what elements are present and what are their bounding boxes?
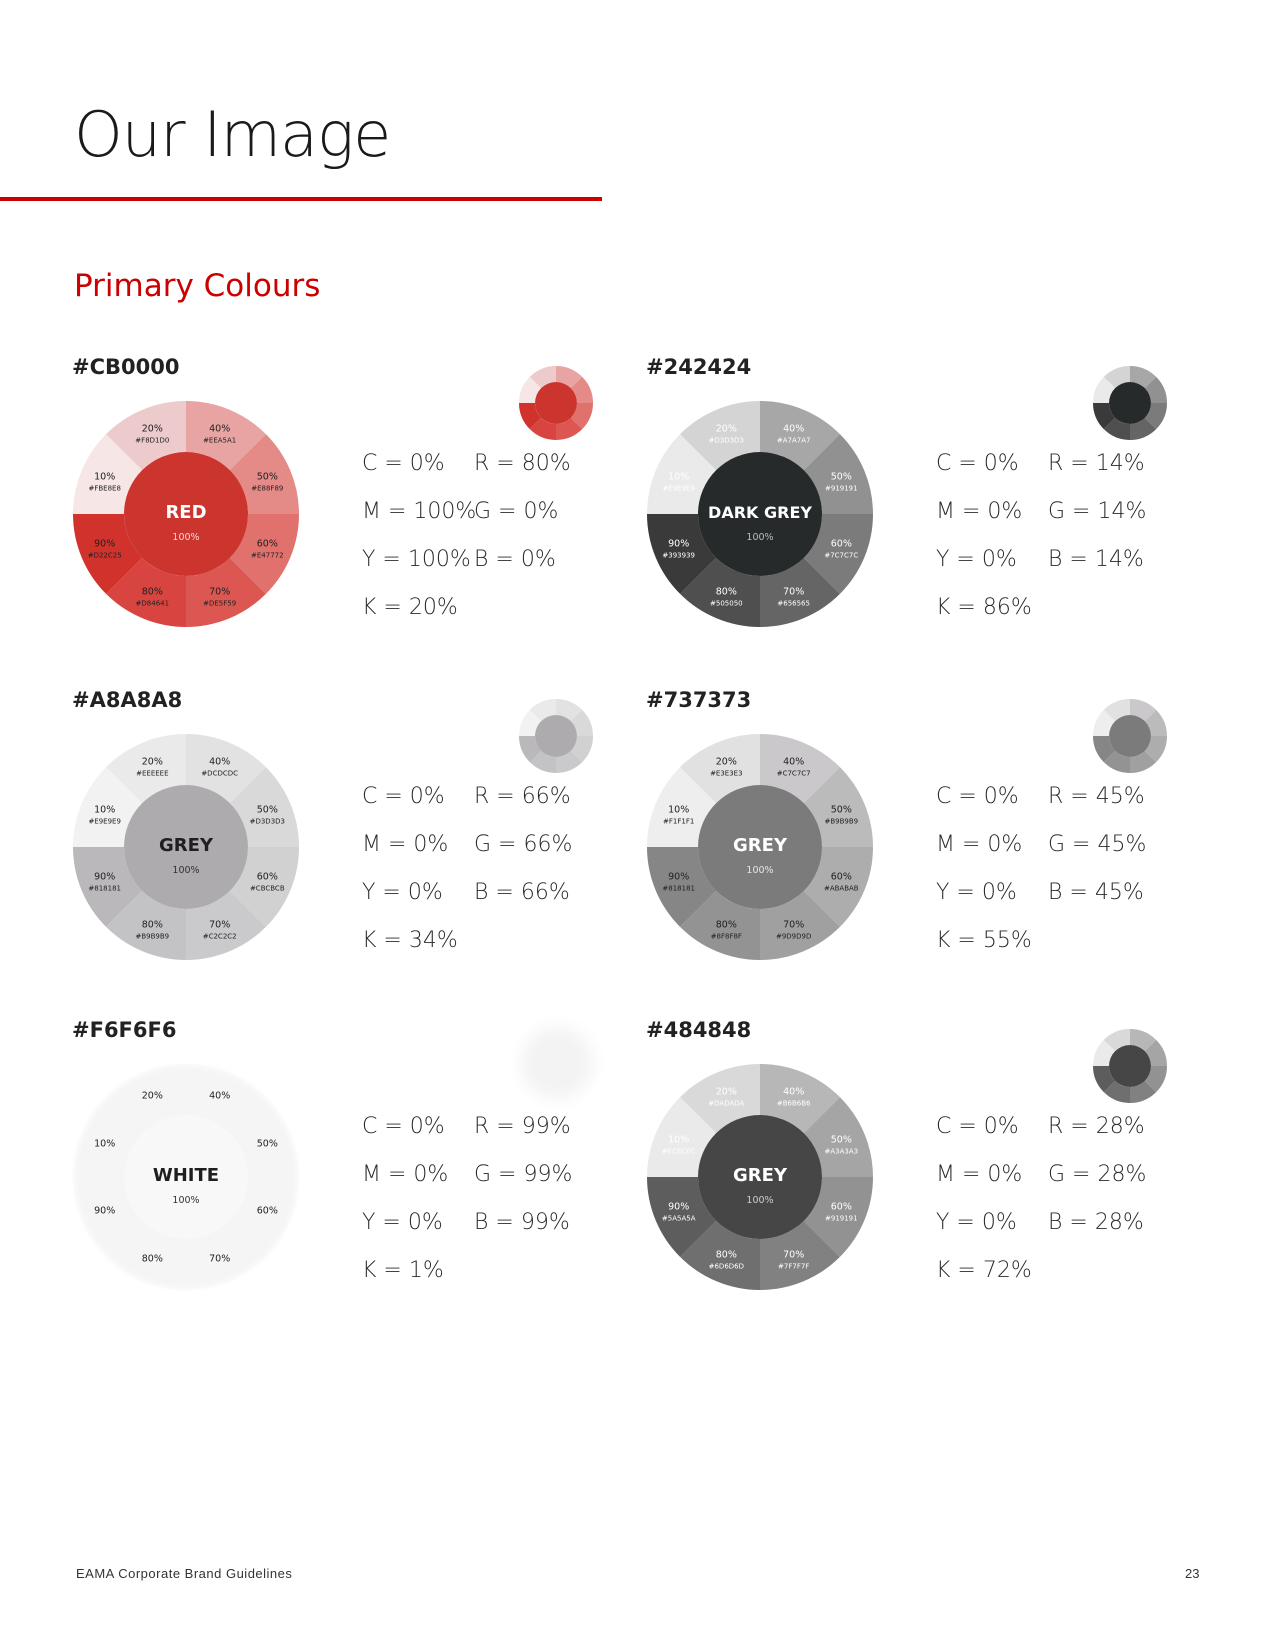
segment-percent-label: 90% bbox=[668, 871, 690, 883]
segment-hex-label: #B9B9B9 bbox=[135, 932, 170, 941]
rgb-value: G = 0% bbox=[474, 499, 559, 524]
segment-percent-label: 70% bbox=[209, 919, 231, 931]
segment-hex-label: #E3E3E3 bbox=[710, 769, 743, 778]
colour-name: GREY bbox=[159, 835, 213, 856]
segment-hex-label: #505050 bbox=[710, 599, 743, 608]
segment-percent-label: 10% bbox=[94, 471, 116, 483]
rgb-value: B = 0% bbox=[474, 547, 556, 572]
segment-hex-label: #ECECEC bbox=[661, 1147, 696, 1156]
cmyk-value: Y = 0% bbox=[362, 1210, 443, 1235]
cmyk-value: M = 0% bbox=[362, 1162, 449, 1187]
colour-swatch bbox=[72, 1018, 662, 1338]
segment-percent-label: 20% bbox=[141, 423, 163, 435]
mini-wheel-center bbox=[1109, 382, 1151, 424]
tint-wheel bbox=[646, 1063, 874, 1291]
segment-hex-label: #C2C2C2 bbox=[202, 932, 237, 941]
footer-document-title: EAMA Corporate Brand Guidelines bbox=[76, 1566, 293, 1581]
segment-hex-label: #6D6D6D bbox=[708, 1262, 745, 1271]
rgb-value: B = 66% bbox=[474, 880, 570, 905]
swatch-hex-code: #484848 bbox=[646, 1018, 752, 1042]
segment-percent-label: 60% bbox=[830, 1201, 852, 1213]
segment-hex-label: #CBCBCB bbox=[249, 884, 285, 893]
colour-values bbox=[362, 1114, 602, 1334]
segment-percent-label: 40% bbox=[209, 1090, 231, 1102]
tint-wheel bbox=[646, 400, 874, 628]
cmyk-value: K = 34% bbox=[362, 928, 458, 953]
segment-percent-label: 10% bbox=[668, 804, 690, 816]
rgb-value: G = 28% bbox=[1048, 1162, 1147, 1187]
center-percent-label: 100% bbox=[172, 865, 200, 876]
cmyk-value: M = 0% bbox=[936, 1162, 1023, 1187]
segment-hex-label: #E9E9E9 bbox=[662, 484, 695, 493]
tint-wheel bbox=[646, 733, 874, 961]
segment-hex-label: #9D9D9D bbox=[775, 932, 812, 941]
segment-percent-label: 40% bbox=[783, 756, 805, 768]
segment-percent-label: 20% bbox=[715, 423, 737, 435]
cmyk-value: K = 72% bbox=[936, 1258, 1032, 1283]
colour-name: RED bbox=[165, 502, 207, 523]
cmyk-value: K = 20% bbox=[362, 595, 458, 620]
segment-hex-label: #7F7F7F bbox=[778, 1262, 810, 1271]
segment-percent-label: 90% bbox=[668, 1201, 690, 1213]
cmyk-value: Y = 0% bbox=[936, 880, 1017, 905]
rgb-value: B = 14% bbox=[1048, 547, 1144, 572]
segment-percent-label: 40% bbox=[209, 423, 231, 435]
cmyk-value: Y = 0% bbox=[936, 1210, 1017, 1235]
rgb-value: R = 99% bbox=[474, 1114, 571, 1139]
segment-hex-label: #E47772 bbox=[251, 551, 284, 560]
swatch-hex-code: #242424 bbox=[646, 355, 752, 379]
segment-percent-label: 20% bbox=[715, 756, 737, 768]
rgb-value: G = 14% bbox=[1048, 499, 1147, 524]
segment-percent-label: 60% bbox=[256, 1205, 278, 1217]
segment-hex-label: #EEEEEE bbox=[136, 769, 169, 778]
swatch-hex-code: #A8A8A8 bbox=[72, 688, 183, 712]
segment-hex-label: #919191 bbox=[825, 484, 858, 493]
center-percent-label: 100% bbox=[746, 1195, 774, 1206]
rgb-value: G = 66% bbox=[474, 832, 573, 857]
mini-tint-wheel bbox=[502, 1008, 612, 1118]
rgb-value: R = 14% bbox=[1048, 451, 1145, 476]
segment-hex-label: #FBE8E8 bbox=[88, 484, 121, 493]
mini-tint-wheel bbox=[1092, 698, 1168, 774]
mini-wheel-center bbox=[535, 715, 577, 757]
rgb-value: R = 28% bbox=[1048, 1114, 1145, 1139]
segment-percent-label: 70% bbox=[783, 919, 805, 931]
cmyk-value: C = 0% bbox=[362, 1114, 445, 1139]
segment-hex-label: #A3A3A3 bbox=[824, 1147, 859, 1156]
segment-percent-label: 80% bbox=[141, 1253, 163, 1265]
colour-name: GREY bbox=[733, 835, 787, 856]
cmyk-value: C = 0% bbox=[936, 451, 1019, 476]
rgb-value: G = 99% bbox=[474, 1162, 573, 1187]
segment-hex-label: #E88F89 bbox=[251, 484, 284, 493]
colour-values bbox=[362, 784, 602, 1004]
segment-percent-label: 50% bbox=[830, 804, 852, 816]
rgb-value: R = 80% bbox=[474, 451, 571, 476]
segment-hex-label: #D84641 bbox=[135, 599, 170, 608]
segment-percent-label: 90% bbox=[94, 1205, 116, 1217]
segment-hex-label: #B6B6B6 bbox=[776, 1099, 811, 1108]
segment-hex-label: #B9B9B9 bbox=[824, 817, 859, 826]
swatch-hex-code: #CB0000 bbox=[72, 355, 180, 379]
rgb-value: R = 66% bbox=[474, 784, 571, 809]
mini-wheel-center bbox=[1109, 715, 1151, 757]
cmyk-value: Y = 0% bbox=[362, 880, 443, 905]
cmyk-value: C = 0% bbox=[362, 451, 445, 476]
segment-percent-label: 70% bbox=[209, 586, 231, 598]
cmyk-value: C = 0% bbox=[936, 1114, 1019, 1139]
segment-percent-label: 90% bbox=[94, 538, 116, 550]
segment-percent-label: 10% bbox=[94, 804, 116, 816]
cmyk-value: K = 86% bbox=[936, 595, 1032, 620]
title-rule bbox=[0, 197, 602, 201]
cmyk-value: C = 0% bbox=[936, 784, 1019, 809]
swatch-hex-code: #737373 bbox=[646, 688, 752, 712]
segment-hex-label: #DCDCDC bbox=[201, 769, 239, 778]
segment-percent-label: 60% bbox=[830, 538, 852, 550]
segment-percent-label: 60% bbox=[256, 538, 278, 550]
mini-tint-wheel bbox=[518, 365, 594, 441]
segment-hex-label: #A7A7A7 bbox=[776, 436, 811, 445]
segment-percent-label: 40% bbox=[209, 756, 231, 768]
colour-values bbox=[936, 784, 1176, 1004]
segment-hex-label: #393939 bbox=[662, 551, 695, 560]
mini-tint-wheel bbox=[1092, 365, 1168, 441]
center-percent-label: 100% bbox=[172, 1195, 200, 1206]
segment-percent-label: 50% bbox=[256, 804, 278, 816]
segment-percent-label: 10% bbox=[668, 1134, 690, 1146]
segment-hex-label: #EEA5A1 bbox=[203, 436, 237, 445]
segment-hex-label: #F1F1F1 bbox=[663, 817, 695, 826]
segment-percent-label: 20% bbox=[715, 1086, 737, 1098]
segment-percent-label: 80% bbox=[141, 919, 163, 931]
segment-hex-label: #ABABAB bbox=[823, 884, 859, 893]
cmyk-value: Y = 100% bbox=[362, 547, 471, 572]
segment-percent-label: 10% bbox=[94, 1138, 116, 1150]
segment-percent-label: 60% bbox=[256, 871, 278, 883]
segment-hex-label: #F8D1D0 bbox=[135, 436, 170, 445]
center-percent-label: 100% bbox=[172, 532, 200, 543]
segment-hex-label: #7C7C7C bbox=[824, 551, 859, 560]
cmyk-value: K = 55% bbox=[936, 928, 1032, 953]
swatch-hex-code: #F6F6F6 bbox=[72, 1018, 177, 1042]
colour-swatch bbox=[72, 688, 662, 1008]
segment-percent-label: 70% bbox=[783, 586, 805, 598]
segment-percent-label: 50% bbox=[256, 1138, 278, 1150]
colour-swatch bbox=[646, 1018, 1236, 1338]
colour-name: WHITE bbox=[152, 1165, 220, 1186]
mini-wheel-center bbox=[535, 382, 577, 424]
colour-name: GREY bbox=[733, 1165, 787, 1186]
mini-tint-wheel bbox=[518, 698, 594, 774]
cmyk-value: M = 0% bbox=[362, 832, 449, 857]
colour-name: DARK GREY bbox=[708, 503, 812, 522]
segment-percent-label: 40% bbox=[783, 423, 805, 435]
segment-hex-label: #C7C7C7 bbox=[776, 769, 811, 778]
segment-percent-label: 10% bbox=[668, 471, 690, 483]
segment-percent-label: 70% bbox=[783, 1249, 805, 1261]
colour-swatch bbox=[72, 355, 662, 675]
page-title: Our Image bbox=[74, 98, 391, 171]
segment-percent-label: 80% bbox=[715, 919, 737, 931]
segment-hex-label: #5A5A5A bbox=[661, 1214, 696, 1223]
cmyk-value: M = 0% bbox=[936, 832, 1023, 857]
center-percent-label: 100% bbox=[746, 865, 774, 876]
segment-hex-label: #D3D3D3 bbox=[249, 817, 286, 826]
cmyk-value: C = 0% bbox=[362, 784, 445, 809]
segment-hex-label: #D22C25 bbox=[87, 551, 122, 560]
mini-wheel-center bbox=[1109, 1045, 1151, 1087]
segment-hex-label: #818181 bbox=[88, 884, 121, 893]
segment-percent-label: 40% bbox=[783, 1086, 805, 1098]
segment-hex-label: #DADADA bbox=[708, 1099, 745, 1108]
colour-values bbox=[362, 451, 602, 671]
segment-hex-label: #E9E9E9 bbox=[88, 817, 121, 826]
colour-swatch bbox=[646, 355, 1236, 675]
segment-percent-label: 80% bbox=[715, 586, 737, 598]
segment-percent-label: 90% bbox=[668, 538, 690, 550]
colour-values bbox=[936, 1114, 1176, 1334]
segment-percent-label: 50% bbox=[830, 1134, 852, 1146]
segment-percent-label: 80% bbox=[715, 1249, 737, 1261]
rgb-value: G = 45% bbox=[1048, 832, 1147, 857]
cmyk-value: Y = 0% bbox=[936, 547, 1017, 572]
center-percent-label: 100% bbox=[746, 532, 774, 543]
segment-percent-label: 70% bbox=[209, 1253, 231, 1265]
segment-hex-label: #D3D3D3 bbox=[708, 436, 745, 445]
colour-swatch bbox=[646, 688, 1236, 1008]
segment-percent-label: 20% bbox=[141, 756, 163, 768]
segment-percent-label: 50% bbox=[830, 471, 852, 483]
segment-percent-label: 20% bbox=[141, 1090, 163, 1102]
segment-percent-label: 60% bbox=[830, 871, 852, 883]
cmyk-value: K = 1% bbox=[362, 1258, 444, 1283]
section-title: Primary Colours bbox=[74, 268, 321, 304]
mini-tint-wheel bbox=[1092, 1028, 1168, 1104]
segment-hex-label: #818181 bbox=[662, 884, 695, 893]
segment-percent-label: 80% bbox=[141, 586, 163, 598]
colour-values bbox=[936, 451, 1176, 671]
tint-wheel bbox=[72, 1063, 300, 1291]
segment-percent-label: 50% bbox=[256, 471, 278, 483]
segment-hex-label: #DE5F59 bbox=[203, 599, 237, 608]
tint-wheel bbox=[72, 733, 300, 961]
rgb-value: B = 99% bbox=[474, 1210, 570, 1235]
footer-page-number: 23 bbox=[1185, 1566, 1200, 1581]
segment-hex-label: #919191 bbox=[825, 1214, 858, 1223]
segment-hex-label: #8F8F8F bbox=[710, 932, 742, 941]
cmyk-value: M = 0% bbox=[936, 499, 1023, 524]
rgb-value: B = 45% bbox=[1048, 880, 1144, 905]
segment-percent-label: 90% bbox=[94, 871, 116, 883]
cmyk-value: M = 100% bbox=[362, 499, 477, 524]
rgb-value: B = 28% bbox=[1048, 1210, 1144, 1235]
tint-wheel bbox=[72, 400, 300, 628]
mini-wheel-glow bbox=[521, 1027, 593, 1099]
rgb-value: R = 45% bbox=[1048, 784, 1145, 809]
segment-hex-label: #656565 bbox=[777, 599, 810, 608]
